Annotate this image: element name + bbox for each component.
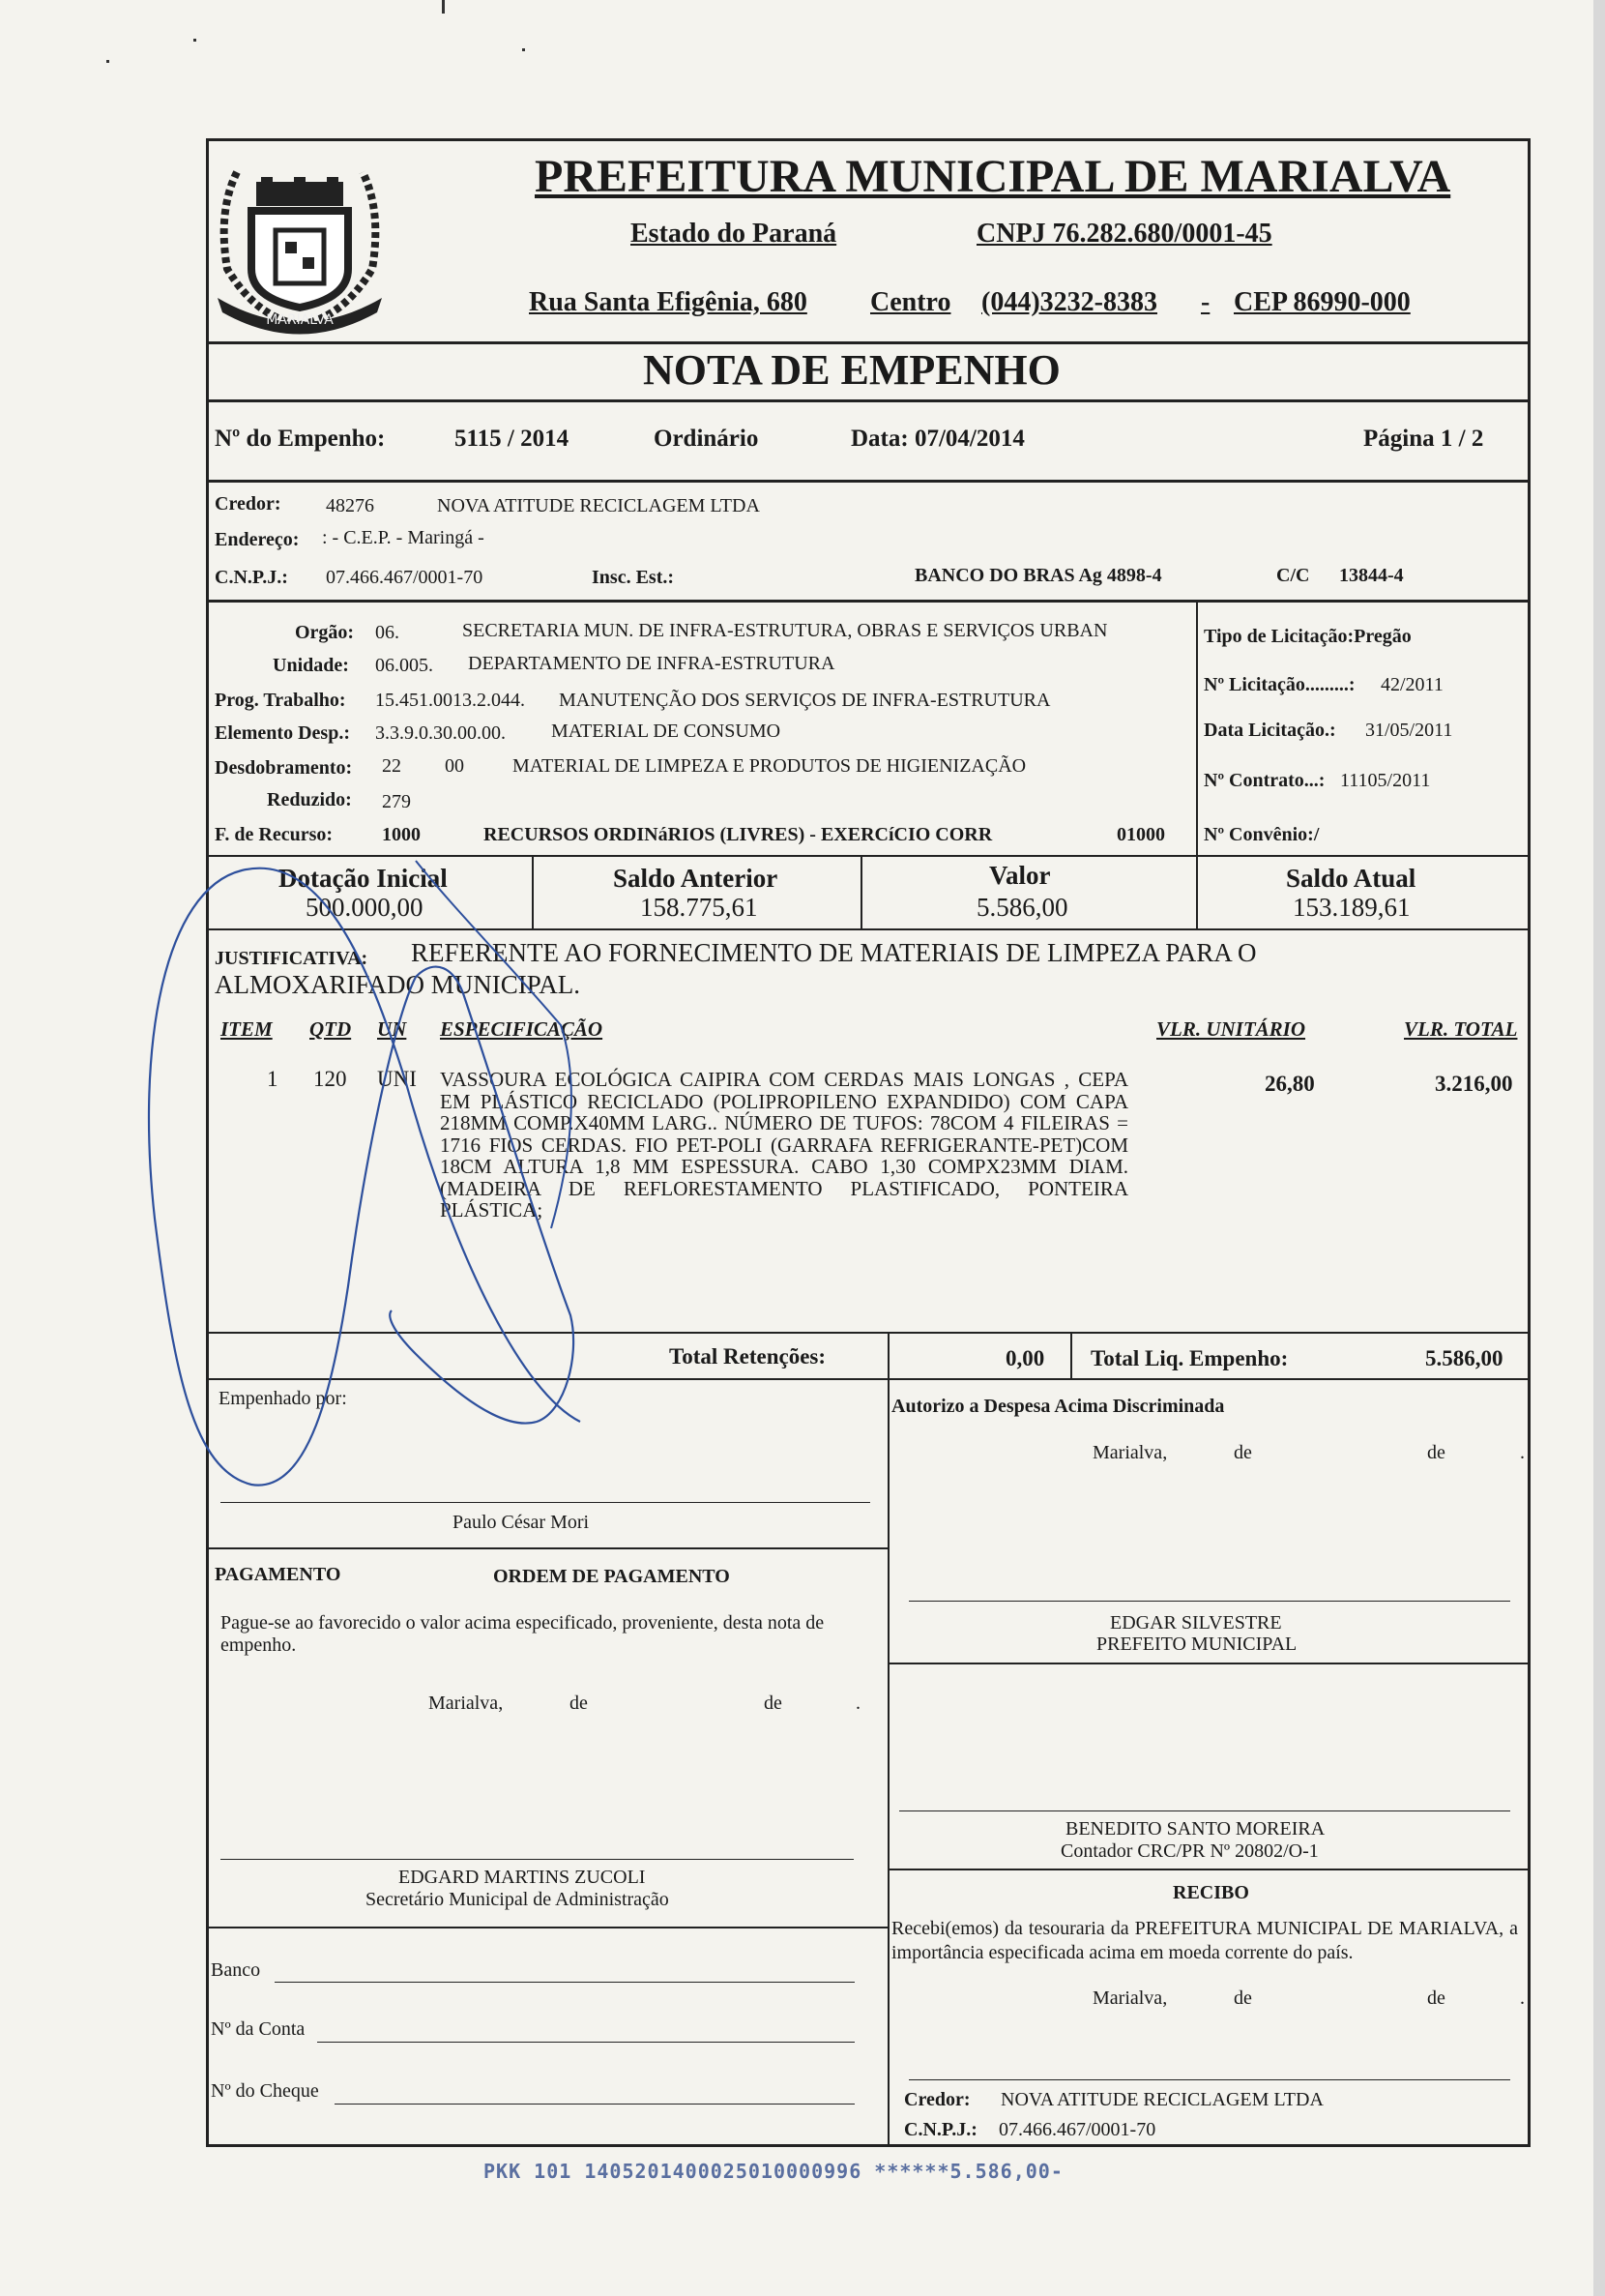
credor-nome: NOVA ATITUDE RECICLAGEM LTDA <box>437 495 760 516</box>
item-qtd: 120 <box>313 1067 347 1091</box>
divider <box>206 1547 888 1549</box>
pagamento-label: PAGAMENTO <box>215 1564 341 1585</box>
divider <box>206 399 1531 402</box>
licitacao-tipo: Tipo de Licitação:Pregão <box>1204 626 1412 647</box>
elemento-cod: 3.3.9.0.30.00.00. <box>375 722 506 744</box>
saldo-anterior-label: Saldo Anterior <box>613 864 778 893</box>
header-dash: - <box>1201 287 1211 317</box>
secretario-cargo: Secretário Municipal de Administração <box>365 1889 669 1910</box>
secretario-nome: EDGARD MARTINS ZUCOLI <box>398 1867 646 1888</box>
insc-est-label: Insc. Est.: <box>592 567 675 588</box>
header-telefone: (044)3232-8383 <box>981 287 1157 317</box>
pagamento-de1: de <box>569 1693 588 1714</box>
convenio: Nº Convênio:/ <box>1204 824 1320 845</box>
doc-title: NOTA DE EMPENHO <box>643 346 1061 394</box>
signature-line <box>899 1810 1510 1811</box>
total-liq-label: Total Liq. Empenho: <box>1091 1346 1289 1370</box>
autorizo-local: Marialva, <box>1093 1442 1168 1463</box>
reduzido-value: 279 <box>382 791 411 812</box>
orgao-cod: 06. <box>375 622 399 643</box>
item-vlr-total: 3.216,00 <box>1435 1072 1513 1096</box>
scan-edge <box>1593 0 1605 2296</box>
col-especificacao: ESPECIFICAÇÃO <box>440 1017 603 1041</box>
licitacao-numero: 42/2011 <box>1381 674 1444 695</box>
divider <box>206 1378 1531 1380</box>
scan-speck <box>193 39 196 42</box>
header-centro: Centro <box>870 287 951 317</box>
divider <box>861 855 862 928</box>
header-cep: CEP 86990-000 <box>1234 287 1411 317</box>
saldo-atual-label: Saldo Atual <box>1286 864 1416 893</box>
divider <box>532 855 534 928</box>
col-vlr-unitario: VLR. UNITÁRIO <box>1156 1017 1306 1041</box>
recibo-de1: de <box>1234 1987 1252 2009</box>
divider <box>1070 1332 1072 1378</box>
desdobramento-cod2: 00 <box>445 755 464 777</box>
autorizo-de2: de <box>1427 1442 1445 1463</box>
crest-banner-text: MARIALVA <box>266 312 334 328</box>
pagamento-texto: Pague-se ao favorecido o valor acima especificado, proveniente, desta nota de empenho. <box>220 1612 825 1656</box>
pagamento-local: Marialva, <box>428 1693 504 1714</box>
divider <box>206 855 1531 857</box>
empenho-tipo: Ordinário <box>654 426 759 452</box>
header-endereco: Rua Santa Efigênia, 680 <box>529 287 807 317</box>
empenhado-nome: Paulo César Mori <box>452 1512 590 1533</box>
cheque-label: Nº do Cheque <box>211 2080 319 2102</box>
unidade-desc: DEPARTAMENTO DE INFRA-ESTRUTURA <box>468 653 835 674</box>
elemento-desc: MATERIAL DE CONSUMO <box>551 721 781 742</box>
contrato-value: 11105/2011 <box>1340 770 1431 791</box>
ordem-pagamento-label: ORDEM DE PAGAMENTO <box>493 1566 730 1587</box>
elemento-label: Elemento Desp.: <box>215 722 350 744</box>
pagamento-de2: de <box>764 1693 782 1714</box>
justificativa-line2: ALMOXARIFADO MUNICIPAL. <box>215 970 581 999</box>
licitacao-numero-label: Nº Licitação.........: <box>1204 674 1356 695</box>
credor-codigo: 48276 <box>326 495 374 516</box>
divider <box>206 341 1531 344</box>
banco-info: BANCO DO BRAS Ag 4898-4 <box>915 565 1162 586</box>
col-vlr-total: VLR. TOTAL <box>1404 1017 1518 1041</box>
unidade-cod: 06.005. <box>375 655 433 676</box>
col-item: ITEM <box>220 1017 273 1041</box>
conta-field[interactable] <box>317 2042 855 2043</box>
footer-barcode-text: PKK 101 1405201400025010000996 ******5.586,00- <box>483 2160 1064 2183</box>
endereco-value: : - C.E.P. - Maringá - <box>322 527 484 548</box>
autorizo-de1: de <box>1234 1442 1252 1463</box>
contador-nome: BENEDITO SANTO MOREIRA <box>1065 1818 1326 1840</box>
dotacao-label: Dotação Inicial <box>278 864 448 893</box>
conta-label: Nº da Conta <box>211 2018 306 2040</box>
divider <box>206 480 1531 483</box>
signature-line <box>220 1502 870 1503</box>
header-title: PREFEITURA MUNICIPAL DE MARIALVA <box>535 151 1451 202</box>
recibo-cnpj: 07.466.467/0001-70 <box>999 2119 1156 2140</box>
licitacao-data: 31/05/2011 <box>1365 720 1453 741</box>
divider <box>206 1332 1531 1334</box>
col-qtd: QTD <box>309 1017 352 1041</box>
item-vlr-unitario: 26,80 <box>1265 1072 1315 1096</box>
signature-line <box>220 1859 854 1860</box>
prefeito-nome: EDGAR SILVESTRE <box>1110 1612 1282 1634</box>
desdobramento-cod1: 22 <box>382 755 401 777</box>
orgao-label: Orgão: <box>295 622 355 643</box>
autorizo-dot: . <box>1520 1442 1525 1463</box>
municipal-crest-icon <box>198 153 401 337</box>
divider <box>888 1332 890 1378</box>
recibo-de2: de <box>1427 1987 1445 2009</box>
autorizo-label: Autorizo a Despesa Acima Discriminada <box>891 1396 1225 1417</box>
valor-label: Valor <box>989 861 1051 890</box>
recibo-credor: NOVA ATITUDE RECICLAGEM LTDA <box>1001 2089 1324 2110</box>
unidade-label: Unidade: <box>273 655 349 676</box>
justificativa-label: JUSTIFICATIVA: <box>215 948 368 969</box>
banco-field[interactable] <box>275 1982 855 1983</box>
licitacao-data-label: Data Licitação.: <box>1204 720 1336 741</box>
saldo-atual-value: 153.189,61 <box>1293 893 1411 922</box>
divider <box>206 600 1531 603</box>
recibo-dot: . <box>1520 1987 1525 2009</box>
divider <box>206 928 1531 930</box>
prog-cod: 15.451.0013.2.044. <box>375 690 525 711</box>
recibo-texto: Recebi(emos) da tesouraria da PREFEITURA MUNICIPAL DE MARIALVA, a importância especificada acima em moeda corrente do país. <box>891 1918 1518 1963</box>
empenho-data: Data: 07/04/2014 <box>851 426 1025 452</box>
desdobramento-desc: MATERIAL DE LIMPEZA E PRODUTOS DE HIGIENIZAÇÃO <box>512 755 1027 777</box>
divider <box>888 1869 1531 1870</box>
divider <box>1196 855 1198 928</box>
scan-speck <box>522 48 525 51</box>
orgao-desc: SECRETARIA MUN. DE INFRA-ESTRUTURA, OBRAS E SERVIÇOS URBAN <box>462 620 1108 641</box>
prefeito-cargo: PREFEITO MUNICIPAL <box>1096 1634 1298 1655</box>
divider <box>206 1927 888 1928</box>
pagamento-dot: . <box>856 1693 861 1714</box>
header-cnpj: CNPJ 76.282.680/0001-45 <box>977 219 1272 249</box>
prog-label: Prog. Trabalho: <box>215 690 346 711</box>
col-un: UN <box>377 1017 407 1041</box>
endereco-label: Endereço: <box>215 529 300 550</box>
recibo-local: Marialva, <box>1093 1987 1168 2009</box>
signature-line <box>909 2079 1510 2080</box>
item-number: 1 <box>267 1067 278 1091</box>
contrato-label: Nº Contrato...: <box>1204 770 1326 791</box>
empenho-numero-label: Nº do Empenho: <box>215 426 386 452</box>
credor-label: Credor: <box>215 493 281 515</box>
reduzido-label: Reduzido: <box>267 789 352 810</box>
saldo-anterior-value: 158.775,61 <box>640 893 758 922</box>
empenho-pagina: Página 1 / 2 <box>1363 426 1484 452</box>
cheque-field[interactable] <box>335 2104 855 2105</box>
banco-label: Banco <box>211 1959 261 1981</box>
cc-value: 13844-4 <box>1339 565 1404 586</box>
justificativa-line1: REFERENTE AO FORNECIMENTO DE MATERIAIS DE LIMPEZA PARA O <box>411 938 1257 967</box>
prog-desc: MANUTENÇÃO DOS SERVIÇOS DE INFRA-ESTRUTURA <box>559 690 1051 711</box>
credor-cnpj: 07.466.467/0001-70 <box>326 567 483 588</box>
header-estado: Estado do Paraná <box>630 219 837 249</box>
credor-cnpj-label: C.N.P.J.: <box>215 567 288 588</box>
empenhado-por-label: Empenhado por: <box>219 1388 347 1409</box>
scan-speck <box>106 60 109 63</box>
recurso-cod: 1000 <box>382 824 421 845</box>
divider <box>888 1663 1531 1664</box>
recibo-label: RECIBO <box>1173 1882 1249 1903</box>
divider <box>888 1378 890 2147</box>
recurso-desc: RECURSOS ORDINáRIOS (LIVRES) - EXERCíCIO CORR <box>483 824 993 845</box>
cc-label: C/C <box>1276 565 1310 586</box>
dotacao-value: 500.000,00 <box>306 893 423 922</box>
valor-value: 5.586,00 <box>977 893 1068 922</box>
desdobramento-label: Desdobramento: <box>215 757 353 779</box>
contador-cargo: Contador CRC/PR Nº 20802/O-1 <box>1061 1840 1319 1862</box>
item-especificacao: VASSOURA ECOLÓGICA CAIPIRA COM CERDAS MAIS LONGAS , CEPA EM PLÁSTICO RECICLADO (POLIPROPILENO EXPANDIDO) COM CAPA 218MM COMP.X40MM LARG.. NÚMERO DE TUFOS: 78COM 4 FILEIRAS = 1716 FIOS CERDAS. FIO PET-POLI (GARRAFA REFRIGERANTE-PET)COM 18CM ALTURA 1,8 MM ESPESSURA. CABO 1,30 COMPX23MM DIAM. (MADEIRA DE REFLORESTAMENTO PLASTIFICADO, PONTEIRA PLÁSTICA; <box>440 1068 1128 1222</box>
retencoes-value: 0,00 <box>1006 1346 1045 1370</box>
total-liq-value: 5.586,00 <box>1425 1346 1503 1370</box>
signature-line <box>909 1601 1510 1602</box>
divider <box>1196 602 1198 856</box>
retencoes-label: Total Retenções: <box>669 1344 827 1369</box>
empenho-numero: 5115 / 2014 <box>454 426 569 452</box>
recurso-label: F. de Recurso: <box>215 824 334 845</box>
recibo-credor-label: Credor: <box>904 2089 971 2110</box>
recibo-cnpj-label: C.N.P.J.: <box>904 2119 978 2140</box>
item-un: UNI <box>377 1067 417 1091</box>
scan-speck <box>442 0 445 14</box>
recurso-cod2: 01000 <box>1117 824 1165 845</box>
